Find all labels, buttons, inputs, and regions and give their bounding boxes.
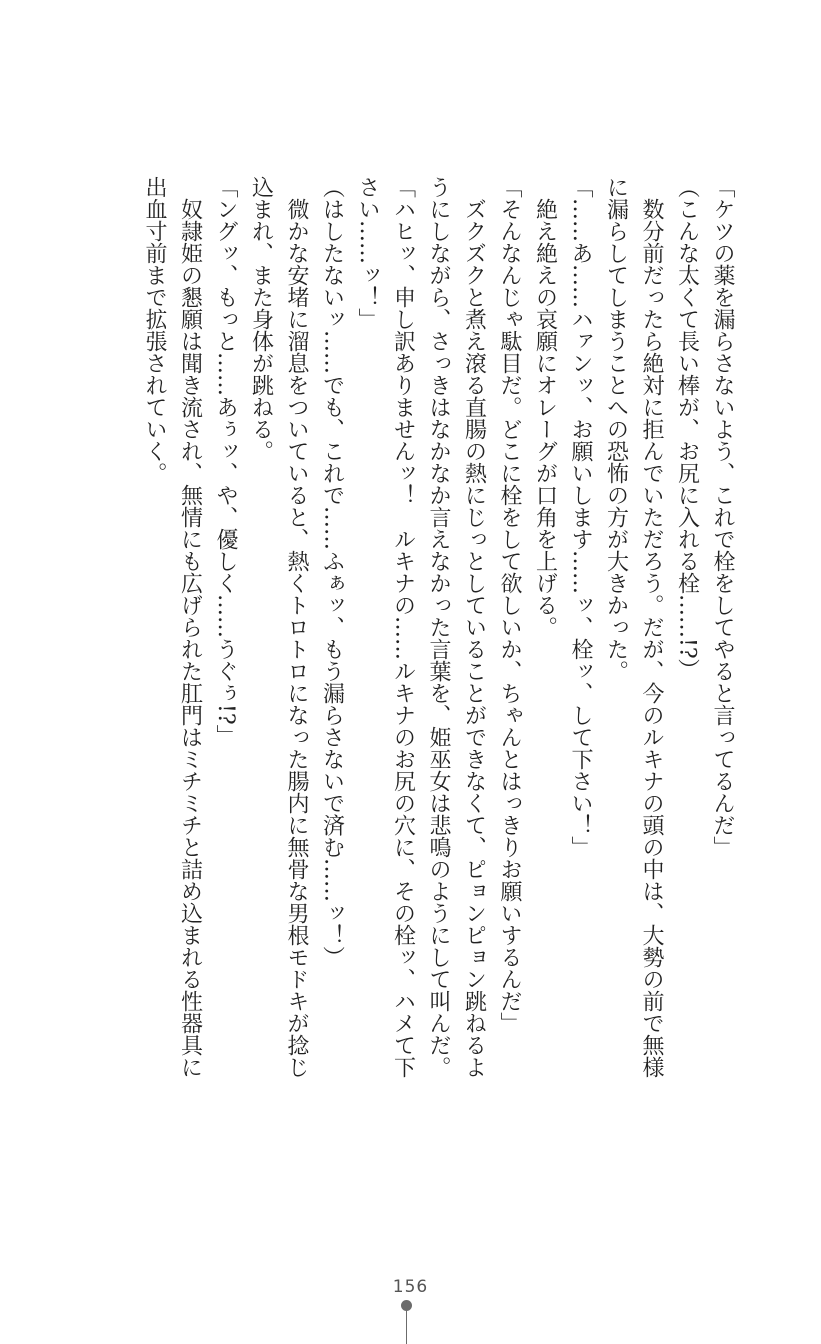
paragraph: 微かな安堵に溜息をついていると、熱くトロトロになった腸内に無骨な男根モドキが捻じ込まれ、また身体が跳ねる。 [248,176,309,1078]
paragraph: 「……あ……ハァンッ、お願いします……ッ、栓ッ、して下さい！」 [568,176,593,858]
page-marker-line [406,1310,407,1344]
paragraph: 「ケツの薬を漏らさないよう、これで栓をしてやると言ってるんだ」 [710,176,735,858]
paragraph: 「ハヒッ、申し訳ありませんッ！ ルキナの……ルキナのお尻の穴に、その栓ッ、ハメて下さい……ッ！」 [355,176,416,1078]
paragraph: ズクズクと煮え滾る直腸の熱にじっとしていることができなくて、ピョンピョン跳ねるようにしながら、さっきはなかなか言えなかった言葉を、姫巫女は悲鳴のようにして叫んだ。 [426,176,487,1078]
paragraph: 絶え絶えの哀願にオレーグが口角を上げる。 [532,176,558,638]
paragraph: 数分前だったら絶対に拒んでいただろう。だが、今のルキナの頭の中は、大勢の前で無様に漏らしてしまうことへの恐怖の方が大きかった。 [603,176,664,1078]
page-number: 156 [392,1277,429,1297]
vertical-text-body [100,176,740,1096]
paragraph: 「そんなんじゃ駄目だ。どこに栓をして欲しいか、ちゃんとはっきりお願いするんだ」 [497,176,522,1034]
paragraph: 「ングッ、もっと……あぅッ、や、優しく……うぐぅ!?」 [213,176,238,747]
paragraph: （こんな太くて長い棒が、お尻に入れる栓……!?） [674,176,700,681]
paragraph: （はしたないッ……でも、これで……ふぁッ、もう漏らさないで済む……ッ！） [319,176,345,968]
paragraph: 奴隷姫の懇願は聞き流され、無情にも広げられた肛門はミチミチと詰め込まれる性器具に出血寸前まで拡張されていく。 [142,176,203,1078]
